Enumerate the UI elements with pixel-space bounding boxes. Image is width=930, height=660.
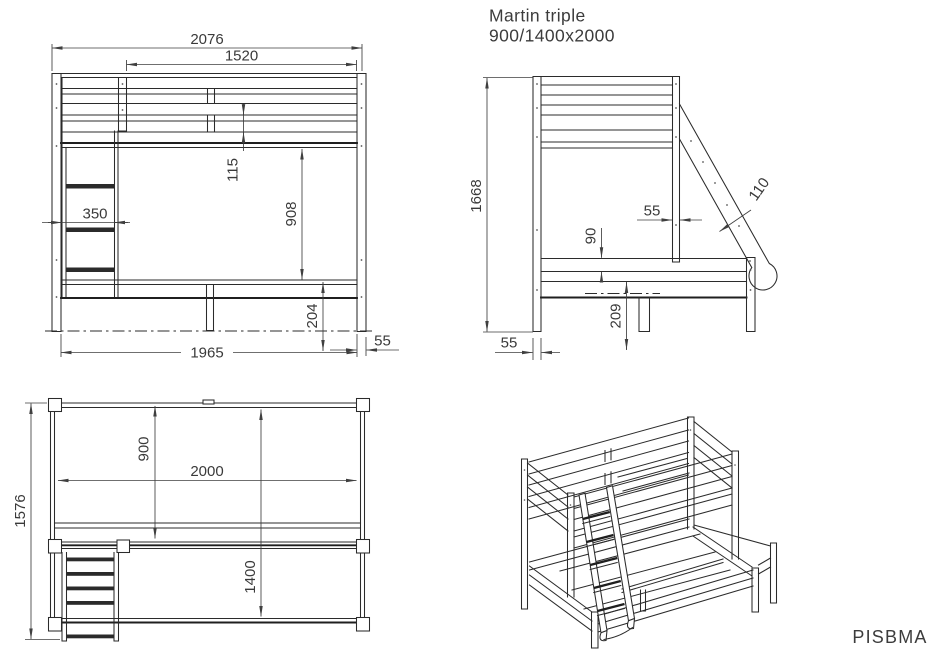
dim-plan-lower-bed-width: 1400 [242,560,259,594]
title-line1: Martin triple [489,5,586,26]
dim-plan-overall-depth: 1576 [12,494,29,528]
front-ladder-rung [66,228,115,233]
dim-front-inner-length: 1965 [190,344,224,362]
dim-front-rail-height: 115 [224,158,242,182]
plan-ladder-rung [67,601,115,605]
dim-front-clearance-height: 908 [283,201,300,227]
dim-side-overall-height: 1668 [468,179,485,213]
plan-view [12,399,370,642]
dim-side-ladder-depth: 110 [745,174,774,205]
dim-side-base-height: 209 [607,303,625,329]
plan-ladder-rung [67,635,115,639]
front-ladder-rung [66,184,115,189]
dim-front-base-height: 204 [304,303,321,329]
side-dimensions [468,78,773,361]
dim-plan-upper-bed-width: 900 [135,436,153,462]
dim-front-overall-width: 2076 [190,31,224,48]
plan-post-squares [49,399,370,632]
title-line2: 900/1400x2000 [489,25,615,46]
front-dimensions [42,31,399,362]
iso-lower-bunk [530,519,777,648]
front-ladder-rung [66,268,115,273]
isometric-view [522,417,777,648]
plan-ladder-rung [67,558,115,562]
plan-ladder-rung [67,587,115,591]
plan-ladder-rung [67,572,115,576]
plan-geometry [49,399,370,642]
dim-side-mid-post-thickness: 55 [643,202,661,220]
dim-plan-bed-length: 2000 [190,463,224,480]
dim-front-rail-length: 1520 [224,47,259,65]
dim-side-board-height: 90 [582,227,600,245]
iso-upper-bunk [522,417,739,609]
side-elevation-view [468,77,777,361]
product-code-label: PISBMA [852,627,928,647]
dim-side-post-thickness: 55 [500,334,518,352]
plan-dimensions [12,403,357,640]
dim-front-post-thickness: 55 [374,332,391,350]
front-elevation-view [42,31,399,362]
drawing-title [489,6,615,46]
dim-front-ladder-width: 350 [82,205,108,223]
iso-screw-dots [524,429,736,506]
side-screw-dots [536,83,751,291]
